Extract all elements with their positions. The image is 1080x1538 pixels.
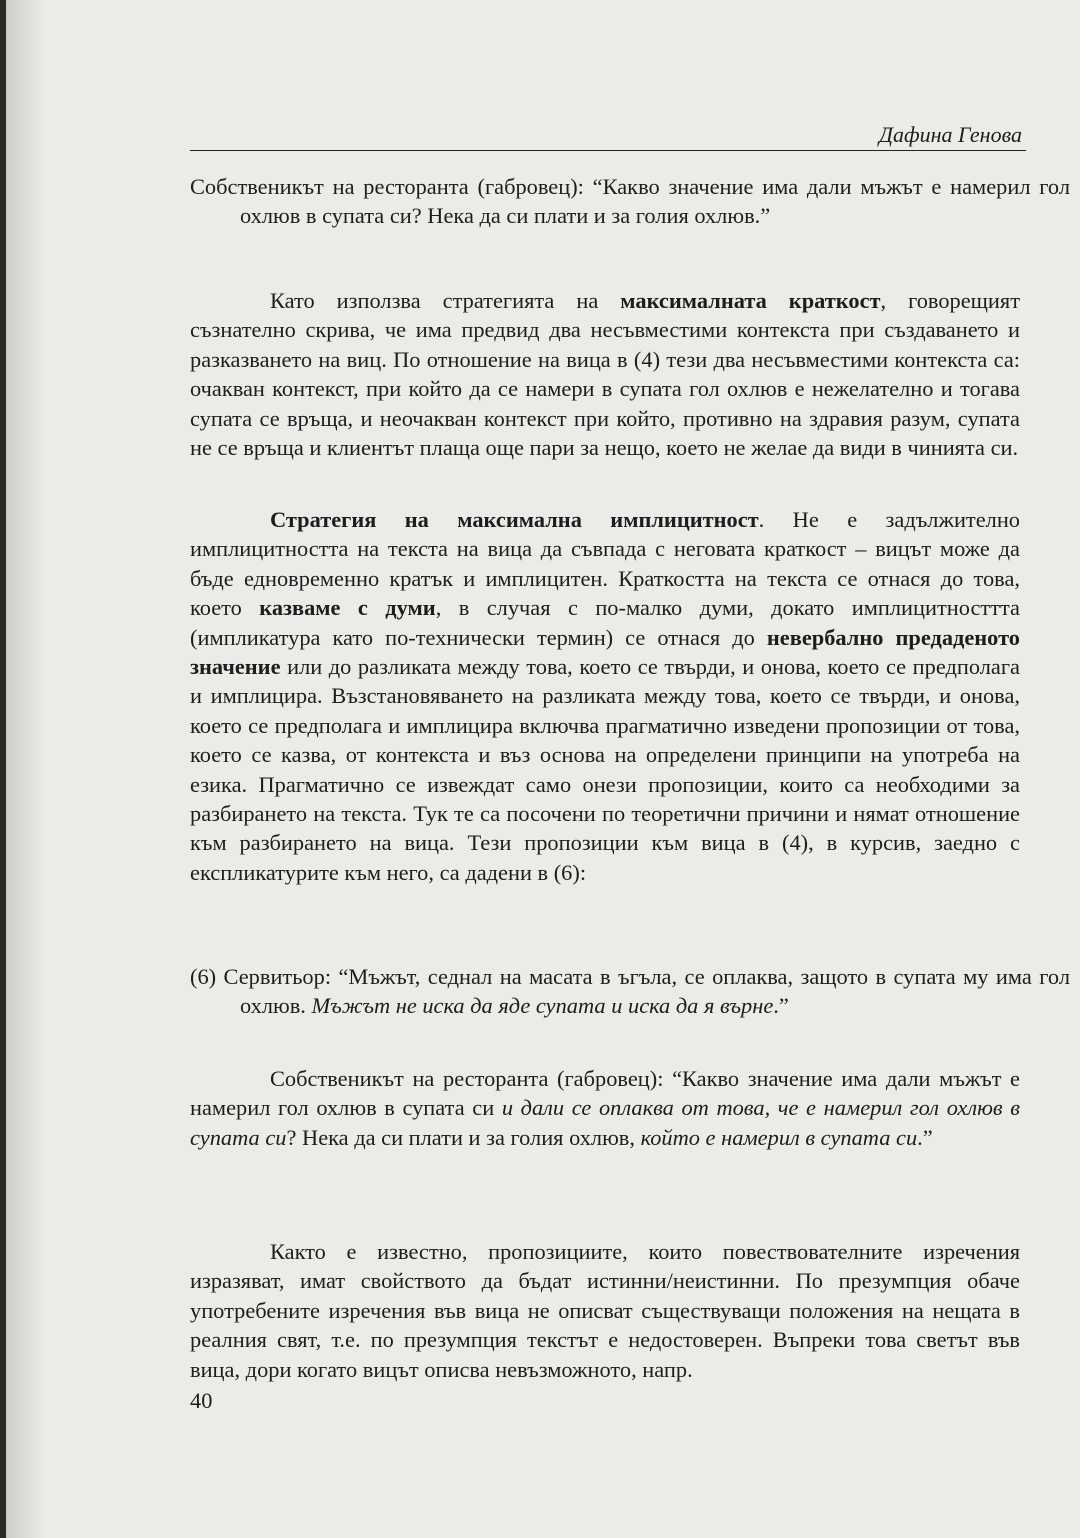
italic-implicature: и дали се оплаква от това, че е намерил гол охлюв в супата си	[190, 1095, 1020, 1150]
running-header-author: Дафина Генова	[879, 122, 1022, 147]
bold-term: Стратегия на максимална имплицитност	[270, 507, 759, 532]
bold-term: максималната краткост	[620, 288, 881, 313]
example-6-owner	[190, 1064, 1020, 1152]
page-gutter-shadow	[6, 0, 46, 1538]
bold-term: невербално предаденото значение	[190, 624, 1020, 680]
paragraph-maximal-implicitness	[190, 505, 1020, 887]
text-run: . Не е задължително имплицитността на текста на вица да съвпада с неговата краткост – вицът може да бъде едновременно кратък и имплицитен. Краткостта на текста се отнася до това, което	[190, 507, 1020, 621]
paragraph-owner-reply	[190, 172, 1070, 231]
italic-implicature: Мъжът не иска да яде супата и иска да я върне	[311, 993, 774, 1019]
text-run: Както е известно, пропозициите, които повествователните изречения изразяват, имат свойството да бъдат истинни/неистинни. По презумпция обаче употребените изречения във вица не описват съществуващи положения на нещата в реалния свят, т.е. по презумпция текстът е недостоверен. Въпреки това светът във вица, дори когато вицът описва невъзможното, напр.	[190, 1239, 1020, 1382]
paragraph-truth-value	[190, 1237, 1020, 1384]
text-run: (6) Сервитьор: “Мъжът, седнал на масата в ъгъла, се оплаква, защото в супата му има гол охлюв.	[190, 964, 1070, 1019]
text-run: .”	[917, 1124, 933, 1150]
text-run: , говорещият съзнателно скрива, че има предвид два несъвместими контекста при създаването и разказването на виц. По отношение на вица в (4) тези два несъвместими контекста са: очакван контекст, при който да се намери в супата гол охлюв е нежелателно и тогава супата се връща, и неочакван контекст при който, противно на здравия разум, супата не се връща и клиентът плаща още пари за нещо, което не желае да види в чинията си.	[190, 288, 1020, 461]
example-6-waiter	[190, 962, 1070, 1021]
text-run: Собственикът на ресторанта (габровец): “Какво значение има дали мъжът е намерил гол охлюв в супата си	[190, 1066, 1020, 1121]
text-run: .”	[773, 993, 789, 1019]
page-number: 40	[190, 1388, 213, 1413]
text-run: ? Нека да си плати и за голия охлюв,	[286, 1124, 641, 1150]
paragraph-maximal-brevity	[190, 286, 1020, 462]
italic-implicature: който е намерил в супата си	[640, 1124, 918, 1150]
bold-term: казваме с думи	[259, 595, 436, 621]
owner-reply-text: Собственикът на ресторанта (габровец): “Какво значение има дали мъжът е намерил гол охлюв в супата си? Нека да си плати и за голия охлюв.”	[190, 174, 1070, 229]
text-run: Като използва стратегията на	[270, 288, 621, 313]
text-run: , в случая с по-малко думи, докато имплицитносттта (импликатура като по-технически термин) се отнася до	[190, 595, 1020, 650]
text-run: или до разликата между това, което се твърди, и онова, което се предполага и имплицира. Възстановяването на разликата между това, което се твърди, и онова, което се предполага и имплицира включва прагматично изведени пропозиции от това, което се казва, от контекста и въз основа на определени принципи на употреба на езика. Прагматично се извеждат само онези пропозиции, които са необходими за разбирането на текста. Тук те са посочени по теоретични причини и нямат отношение към разбирането на вица. Тези пропозиции към вица в (4), в курсив, заедно с експликатурите към него, са дадени в (6):	[190, 654, 1020, 885]
header-rule	[190, 150, 1026, 151]
